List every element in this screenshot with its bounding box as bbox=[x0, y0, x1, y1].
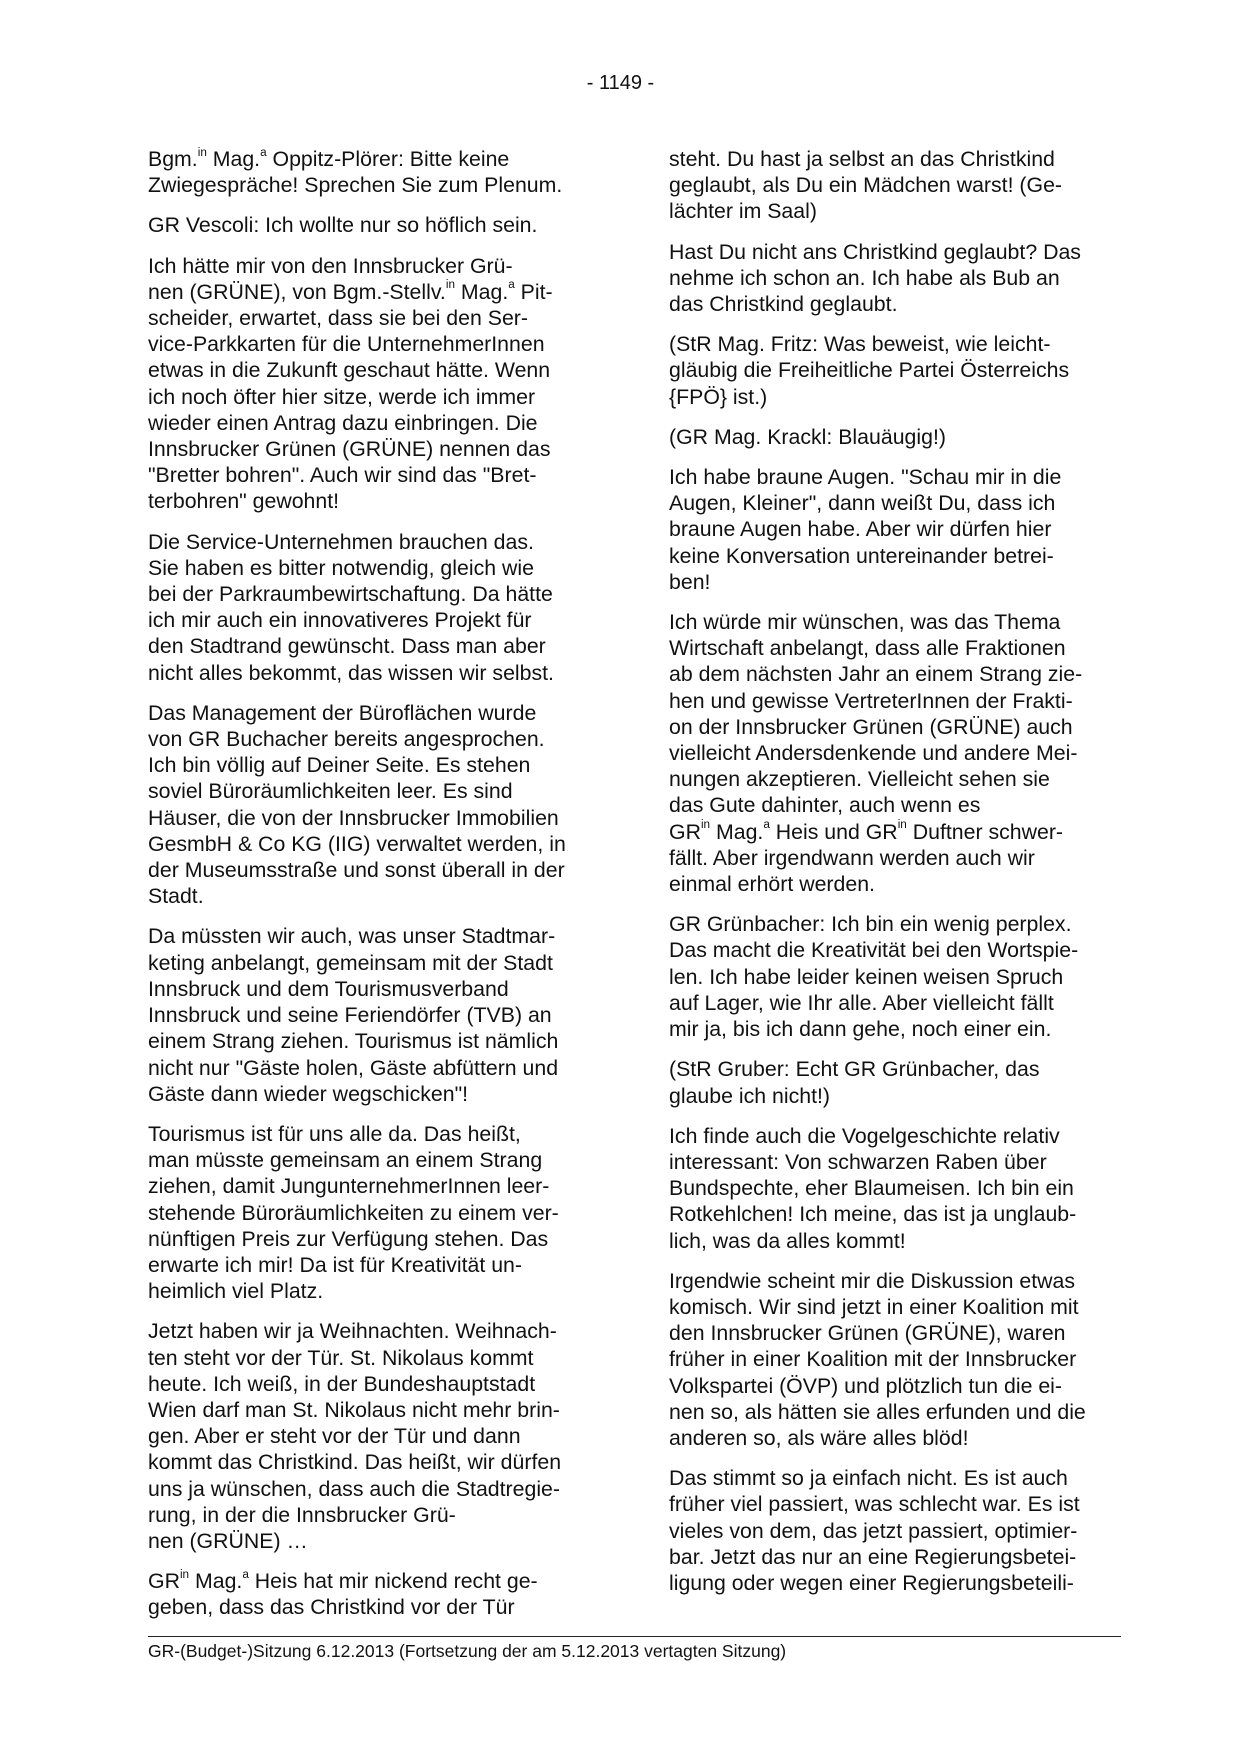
paragraph: Die Service-Unternehmen brauchen das. Sie haben es bitter notwendig, gleich wie bei der Parkraumbewirtschaftung. Da hätte ich mir auch ein innovativeres Projekt für den Stadtrand gewünscht. Dass man aber nicht alles bekommt, das wissen wir selbst. bbox=[148, 529, 554, 685]
left-column bbox=[148, 146, 602, 1635]
footer-divider bbox=[148, 1636, 1121, 1637]
footer-session-info: GR-(Budget-)Sitzung 6.12.2013 (Fortsetzung der am 5.12.2013 vertagten Sitzung) bbox=[148, 1641, 787, 1661]
paragraph: (GR Mag. Krackl: Blauäugig!) bbox=[669, 424, 946, 449]
paragraph: Ich hätte mir von den Innsbrucker Grü- nen (GRÜNE), von Bgm.-Stellv.$^{in}$ Mag.$^a$ Pit- scheider, erwartet, dass sie bei den Ser- vice-Parkkarten für die UnternehmerInnen etwas in die Zukunft geschaut hätte. Wenn ich noch öfter hier sitze, werde ich immer wieder einen Antrag dazu einbringen. Die Innsbrucker Grünen (GRÜNE) nennen das "Bretter bohren". Auch wir sind das "Bret- terbohren" gewohnt! bbox=[148, 253, 553, 514]
paragraph: steht. Du hast ja selbst an das Christkind geglaubt, als Du ein Mädchen warst! (Ge- lächter im Saal) bbox=[669, 147, 1063, 224]
paragraph: $GR^{in}$ Mag.$^a$ Heis hat mir nickend recht ge- geben, dass das Christkind vor der Tür bbox=[148, 1567, 538, 1620]
paragraph: Das stimmt so ja einfach nicht. Es ist auch früher viel passiert, was schlecht war. Es ist vieles von dem, das jetzt passiert, optimier- bar. Jetzt das nur an eine Regierungsbetei- ligung oder wegen einer Regierungsbeteili- bbox=[669, 1466, 1080, 1595]
paragraph: GR Grünbacher: Ich bin ein wenig perplex. Das macht die Kreativität bei den Wortspie- len. Ich habe leider keinen weisen Spruch auf Lager, wie Ihr alle. Aber vielleicht fällt mir ja, bis ich dann gehe, noch einer ein. bbox=[669, 912, 1079, 1042]
paragraph: Ich finde auch die Vogelgeschichte relativ interessant: Von schwarzen Raben über Bundspechte, eher Blaumeisen. Ich bin ein Rotkehlchen! Ich meine, das ist ja unglaub- lich, was da alles kommt! bbox=[669, 1123, 1077, 1253]
paragraph: Tourismus ist für uns alle da. Das heißt, man müsste gemeinsam an einem Strang ziehen, damit JungunternehmerInnen leer- stehende Büroräumlichkeiten zu einem ver- nünftigen Preis zur Verfügung stehen. Das erwarte ich mir! Da ist für Kreativität un- heimlich viel Platz. bbox=[148, 1121, 559, 1304]
paragraph: Bgm.$^{in}$ Mag.$^a$ Oppitz-Plörer: Bitte keine Zwiegespräche! Sprechen Sie zum Plenum. bbox=[148, 145, 563, 198]
paragraph: Das Management der Büroflächen wurde von GR Buchacher bereits angesprochen. Ich bin völlig auf Deiner Seite. Es stehen soviel Büroräumlichkeiten leer. Es sind Häuser, die von der Innsbrucker Immobilien GesmbH & Co KG (IIG) verwaltet werden, in der Museumsstraße und sonst überall in der Stadt. bbox=[148, 700, 566, 909]
paragraph: Da müssten wir auch, was unser Stadtmar- keting anbelangt, gemeinsam mit der Stadt Innsbruck und dem Tourismusverband Innsbruck und seine Feriendörfer (TVB) an einem Strang ziehen. Tourismus ist nämlich nicht nur "Gäste holen, Gäste abfüttern und Gäste dann wieder wegschicken"! bbox=[148, 924, 559, 1106]
paragraph: GR Vescoli: Ich wollte nur so höflich sein. bbox=[148, 213, 538, 238]
paragraph: (StR Mag. Fritz: Was beweist, wie leicht- gläubig die Freiheitliche Partei Österreichs {FPÖ} ist.) bbox=[669, 332, 1070, 409]
paragraph: Ich würde mir wünschen, was das Thema Wirtschaft anbelangt, dass alle Fraktionen ab dem nächsten Jahr an einem Strang zie- hen und gewisse VertreterInnen der Frakti- on der Innsbrucker Grünen (GRÜNE) auch vielleicht Andersdenkende und andere Mei- nungen akzeptieren. Vielleicht sehen sie das Gute dahinter, auch wenn es $GR^{in}$ Mag.$^a$ Heis und $GR^{in}$ Duftner schwer- fällt. Aber irgendwann werden auch wir einmal erhört werden. bbox=[669, 610, 1083, 897]
page-number: - 1149 - bbox=[586, 72, 655, 94]
paragraph: (StR Gruber: Echt GR Grünbacher, das glaube ich nicht!) bbox=[669, 1057, 1040, 1108]
paragraph: Irgendwie scheint mir die Diskussion etwas komisch. Wir sind jetzt in einer Koalition mit den Innsbrucker Grünen (GRÜNE), waren früher in einer Koalition mit der Innsbrucker Volkspartei (ÖVP) und plötzlich tun die ei- nen so, als hätten sie alles erfunden und die anderen so, als wäre alles blöd! bbox=[669, 1268, 1086, 1450]
paragraph: Hast Du nicht ans Christkind geglaubt? Das nehme ich schon an. Ich habe als Bub an das Christkind geglaubt. bbox=[669, 239, 1081, 317]
paragraph: Ich habe braune Augen. "Schau mir in die Augen, Kleiner", dann weißt Du, dass ich braune Augen habe. Aber wir dürfen hier keine Konversation untereinander betrei- ben! bbox=[669, 465, 1062, 594]
right-column bbox=[669, 146, 1123, 1610]
paragraph: Jetzt haben wir ja Weihnachten. Weihnach- ten steht vor der Tür. St. Nikolaus kommt heute. Ich weiß, in der Bundeshauptstadt Wien darf man St. Nikolaus nicht mehr brin- gen. Aber er steht vor der Tür und dann kommt das Christkind. Das heißt, wir dürfen uns ja wünschen, dass auch die Stadtregie- rung, in der die Innsbrucker Grü- nen (GRÜNE) … bbox=[148, 1319, 562, 1553]
